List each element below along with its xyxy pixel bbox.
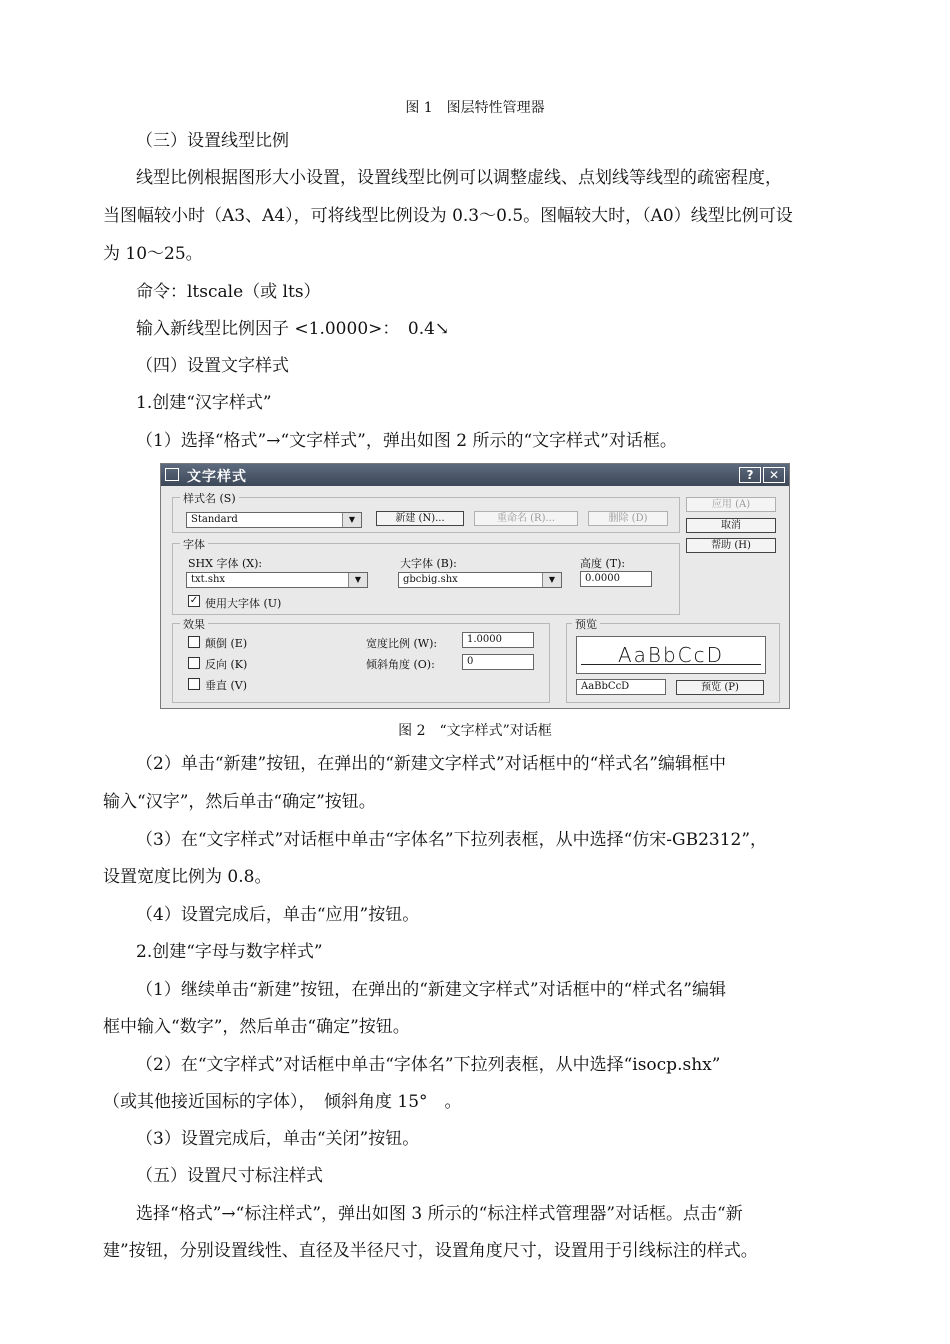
style-name-group-label: 样式名 (S) bbox=[180, 490, 239, 506]
big-font-value: gbcbig.shx bbox=[403, 574, 458, 585]
dialog-app-icon bbox=[165, 468, 179, 481]
step-line: 输入“汉字”，然后单击“确定”按钮。 bbox=[103, 792, 376, 812]
new-button[interactable]: 新建 (N)... bbox=[376, 511, 464, 526]
backwards-label: 反向 (K) bbox=[205, 658, 248, 671]
preview-sample-text: AaBbCcD bbox=[617, 643, 725, 667]
shx-font-value: txt.shx bbox=[191, 574, 226, 585]
style-name-combo[interactable] bbox=[186, 512, 362, 528]
help-icon[interactable]: ? bbox=[739, 467, 761, 483]
backwards-checkbox[interactable] bbox=[188, 657, 200, 669]
step-line: （4）设置完成后，单击“应用”按钮。 bbox=[136, 905, 420, 925]
big-font-label: 大字体 (B): bbox=[400, 557, 457, 570]
upside-down-checkbox[interactable] bbox=[188, 636, 200, 648]
chevron-down-icon[interactable]: ▼ bbox=[542, 573, 561, 587]
close-icon[interactable]: ✕ bbox=[763, 467, 785, 483]
vertical-checkbox[interactable] bbox=[188, 678, 200, 690]
step-line: （2）在“文字样式”对话框中单击“字体名”下拉列表框，从中选择“isocp.shx” bbox=[136, 1055, 721, 1075]
paragraph-line: 建”按钮，分别设置线性、直径及半径尺寸，设置角度尺寸，设置用于引线标注的样式。 bbox=[103, 1241, 758, 1261]
heading-5: （五）设置尺寸标注样式 bbox=[136, 1166, 323, 1186]
figure-2-caption: 图 2 “文字样式”对话框 bbox=[398, 723, 552, 739]
step-line: （3）设置完成后，单击“关闭”按钮。 bbox=[136, 1129, 420, 1149]
step-line: （1）继续单击“新建”按钮，在弹出的“新建文字样式”对话框中的“样式名”编辑 bbox=[136, 980, 726, 1000]
oblique-angle-input[interactable]: 0 bbox=[462, 654, 534, 670]
shx-font-label: SHX 字体 (X): bbox=[188, 557, 263, 570]
heading-3: （三）设置线型比例 bbox=[136, 131, 289, 151]
dialog-title: 文字样式 bbox=[187, 469, 247, 485]
width-factor-input[interactable]: 1.0000 bbox=[462, 632, 534, 648]
command-line: 命令：ltscale（或 lts） bbox=[136, 282, 321, 302]
step-line: （2）单击“新建”按钮，在弹出的“新建文字样式”对话框中的“样式名”编辑框中 bbox=[136, 754, 726, 774]
input-line: 输入新线型比例因子 <1.0000>： 0.4↘ bbox=[136, 319, 450, 339]
heading-4: （四）设置文字样式 bbox=[136, 356, 289, 376]
vertical-label: 垂直 (V) bbox=[205, 679, 248, 692]
font-group-label: 字体 bbox=[180, 536, 208, 552]
list-item: 1.创建“汉字样式” bbox=[136, 393, 272, 413]
step-line: 框中输入“数字”，然后单击“确定”按钮。 bbox=[103, 1017, 410, 1037]
preview-text-input[interactable]: AaBbCcD bbox=[576, 679, 666, 695]
step-line: （1）选择“格式”→“文字样式”，弹出如图 2 所示的“文字样式”对话框。 bbox=[136, 431, 677, 451]
paragraph-line: 线型比例根据图形大小设置，设置线型比例可以调整虚线、点划线等线型的疏密程度， bbox=[136, 168, 782, 188]
preview-baseline bbox=[581, 664, 761, 665]
style-name-value: Standard bbox=[191, 514, 238, 525]
shx-font-combo[interactable] bbox=[186, 572, 368, 588]
oblique-angle-label: 倾斜角度 (O): bbox=[366, 658, 435, 671]
cancel-button[interactable]: 取消 bbox=[686, 518, 776, 533]
chevron-down-icon[interactable]: ▼ bbox=[348, 573, 367, 587]
help-button[interactable]: 帮助 (H) bbox=[686, 538, 776, 553]
dialog-title-bar bbox=[161, 464, 789, 486]
use-big-font-checkbox[interactable]: ✓ bbox=[189, 595, 199, 606]
delete-button[interactable]: 删除 (D) bbox=[588, 511, 668, 526]
preview-button[interactable]: 预览 (P) bbox=[676, 680, 764, 695]
height-label: 高度 (T): bbox=[580, 557, 626, 570]
paragraph-line: 为 10～25。 bbox=[103, 244, 203, 264]
height-input[interactable]: 0.0000 bbox=[580, 571, 652, 587]
big-font-combo[interactable] bbox=[398, 572, 562, 588]
effects-group-label: 效果 bbox=[180, 616, 208, 632]
paragraph-line: 当图幅较小时（A3、A4），可将线型比例设为 0.3～0.5。图幅较大时，（A0）线型比例可设 bbox=[103, 206, 793, 226]
step-line: 设置宽度比例为 0.8。 bbox=[103, 867, 272, 887]
list-item: 2.创建“字母与数字样式” bbox=[136, 942, 323, 962]
apply-button[interactable]: 应用 (A) bbox=[686, 497, 776, 512]
preview-group-label: 预览 bbox=[572, 616, 600, 632]
use-big-font-label: 使用大字体 (U) bbox=[205, 597, 282, 610]
upside-down-label: 颠倒 (E) bbox=[205, 637, 248, 650]
figure-1-caption: 图 1 图层特性管理器 bbox=[405, 100, 545, 116]
step-line: （3）在“文字样式”对话框中单击“字体名”下拉列表框，从中选择“仿宋-GB2312”， bbox=[136, 830, 768, 850]
step-line: （或其他接近国标的字体）， 倾斜角度 15° 。 bbox=[103, 1092, 462, 1112]
paragraph-line: 选择“格式”→“标注样式”，弹出如图 3 所示的“标注样式管理器”对话框。点击“新 bbox=[136, 1204, 743, 1224]
rename-button[interactable]: 重命名 (R)... bbox=[474, 511, 578, 526]
width-factor-label: 宽度比例 (W): bbox=[366, 637, 438, 650]
preview-area bbox=[576, 636, 766, 674]
chevron-down-icon[interactable]: ▼ bbox=[342, 513, 361, 527]
